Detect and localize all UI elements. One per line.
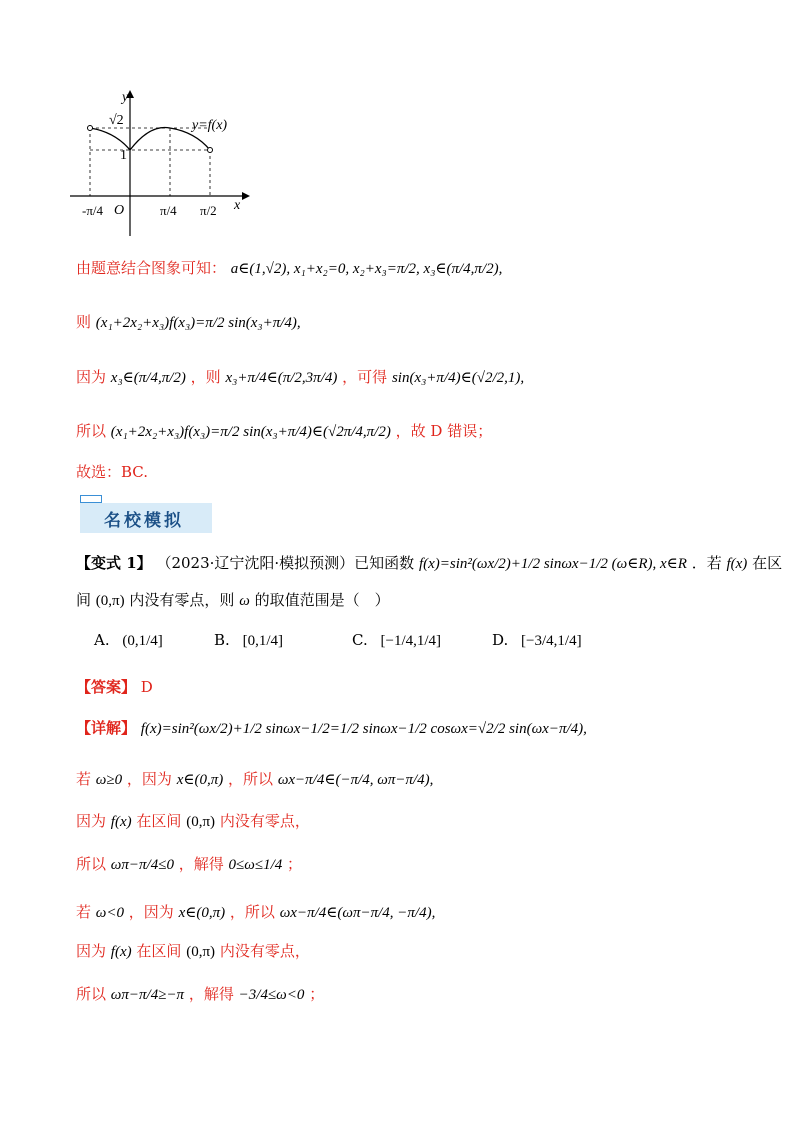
- detail-tag: 【详解】: [76, 719, 137, 737]
- origin-label: O: [114, 203, 125, 218]
- option-c[interactable]: C. [−1/4,1/4]: [352, 631, 442, 649]
- question-tag: 【变式 1】: [76, 554, 152, 572]
- sol-line-2: 则 (x₁+2x₂+x₃)f(x₃)=π/2 sin(x₃+π/4),: [76, 313, 301, 331]
- tick-pi4: π/4: [160, 203, 177, 218]
- question-line-2: 间 (0,π) 内没有零点，则 ω 的取值范围是（ ）: [76, 591, 390, 609]
- sqrt2-label: √2: [109, 113, 124, 128]
- detail-case1-line-3: 所以 ωπ−π/4≤0 ，解得 0≤ω≤1/4 ；: [76, 855, 303, 873]
- sol-line-1: 由题意结合图象可知： a∈(1,√2), x₁+x₂=0, x₂+x₃=π/2, x₃∈(π/4,π/2),: [76, 259, 503, 277]
- answer-tag: 【答案】: [76, 678, 137, 696]
- function-label: y=f(x): [192, 118, 228, 133]
- sol-line-5: 故选：BC.: [76, 463, 149, 481]
- option-d[interactable]: D. [−3/4,1/4]: [492, 631, 582, 649]
- detail-case2-line-3: 所以 ωπ−π/4≥−π ，解得 −3/4≤ω<0 ；: [76, 985, 325, 1003]
- question-formula: f(x)=sin²(ωx/2)+1/2 sinωx−1/2 (ω∈R), x∈R: [418, 556, 687, 572]
- sol-line-3: 因为 x₃∈(π/4,π/2) ，则 x₃+π/4∈(π/2,3π/4) ，可得 sin(x₃+π/4)∈(√2/2,1),: [76, 368, 525, 386]
- tick-pi2: π/2: [200, 203, 217, 218]
- option-a[interactable]: A. (0,1/4]: [94, 631, 163, 649]
- one-label: 1: [120, 148, 127, 163]
- y-axis-label: y: [122, 90, 129, 105]
- detail-case1-line-1: 若 ω≥0 ，因为 x∈(0,π) ，所以 ωx−π/4∈(−π/4, ωπ−π/4),: [76, 770, 434, 788]
- question-line-1: 【变式 1】 （2023·辽宁沈阳·模拟预测）已知函数 f(x)=sin²(ωx/2)+1/2 sinωx−1/2 (ω∈R), x∈R ．若 f(x) 在区: [76, 554, 783, 572]
- detail-case2-line-1: 若 ω<0 ，因为 x∈(0,π) ，所以 ωx−π/4∈(ωπ−π/4, −π/4),: [76, 903, 436, 921]
- detail-case2-line-2: 因为 f(x) 在区间 (0,π) 内没有零点，: [76, 942, 310, 960]
- answer-line: [76, 677, 153, 697]
- x-axis-label: x: [234, 198, 241, 213]
- option-b[interactable]: B. [0,1/4]: [214, 631, 283, 649]
- section-banner: [76, 495, 212, 535]
- tick-neg-pi4: -π/4: [82, 203, 104, 218]
- sol-line-4: 所以 (x₁+2x₂+x₃)f(x₃)=π/2 sin(x₃+π/4)∈(√2π/4,π/2) ，故 D 错误；: [76, 422, 493, 440]
- section-title: 名校模拟: [104, 511, 184, 531]
- answer-value: D: [140, 678, 153, 696]
- detail-line-1: 【详解】 f(x)=sin²(ωx/2)+1/2 sinωx−1/2=1/2 sinωx−1/2 cosωx=√2/2 sin(ωx−π/4),: [76, 719, 587, 737]
- detail-case1-line-2: 因为 f(x) 在区间 (0,π) 内没有零点，: [76, 812, 310, 830]
